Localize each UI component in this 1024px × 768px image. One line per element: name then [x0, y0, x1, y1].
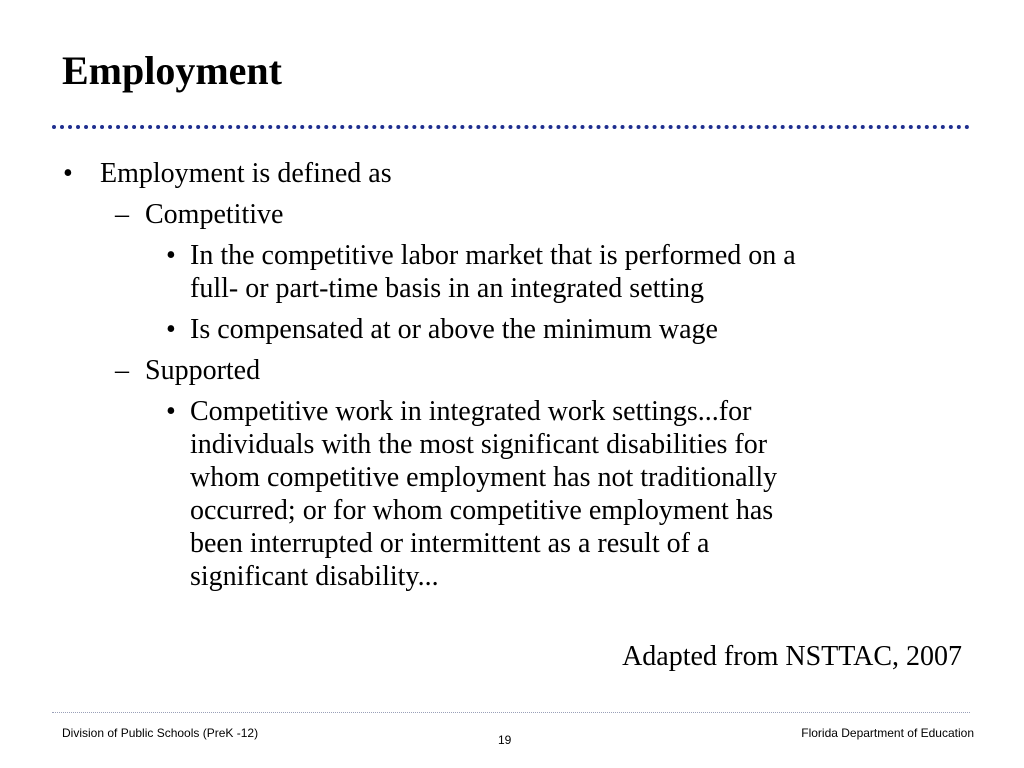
competitive-item-1-line-1: In the competitive labor market that is performed on a	[190, 240, 796, 271]
footer-divider	[52, 712, 970, 713]
competitive-item-2: Is compensated at or above the minimum wage	[190, 314, 718, 345]
competitive-item-1-line-2: full- or part-time basis in an integrated setting	[190, 273, 704, 304]
supported-item-line-6: significant disability...	[190, 561, 439, 592]
title-divider	[52, 125, 970, 129]
supported-item-line-3: whom competitive employment has not traditionally	[190, 462, 778, 493]
footer-right-text: Florida Department of Education	[801, 726, 974, 740]
bullet-marker: •	[63, 158, 73, 189]
sub-bullet-marker: •	[166, 240, 176, 271]
footer-left-text: Division of Public Schools (PreK -12)	[62, 726, 259, 740]
bullet-employment-defined: Employment is defined as	[100, 158, 392, 189]
slide-title: Employment	[62, 48, 282, 93]
supported-item-line-1: Competitive work in integrated work settings...for	[190, 396, 752, 427]
supported-item-line-5: been interrupted or intermittent as a result of a	[190, 528, 710, 559]
supported-item-line-4: occurred; or for whom competitive employment has	[190, 495, 774, 526]
sub-heading-supported: Supported	[145, 355, 261, 386]
sub-heading-competitive: Competitive	[145, 199, 284, 230]
sub-bullet-marker: •	[166, 314, 176, 345]
dash-marker: –	[115, 199, 129, 230]
dash-marker: –	[115, 355, 129, 386]
sub-bullet-marker: •	[166, 396, 176, 427]
supported-item-line-2: individuals with the most significant disabilities for	[190, 429, 768, 460]
citation: Adapted from NSTTAC, 2007	[622, 641, 962, 672]
page-number: 19	[498, 733, 512, 747]
